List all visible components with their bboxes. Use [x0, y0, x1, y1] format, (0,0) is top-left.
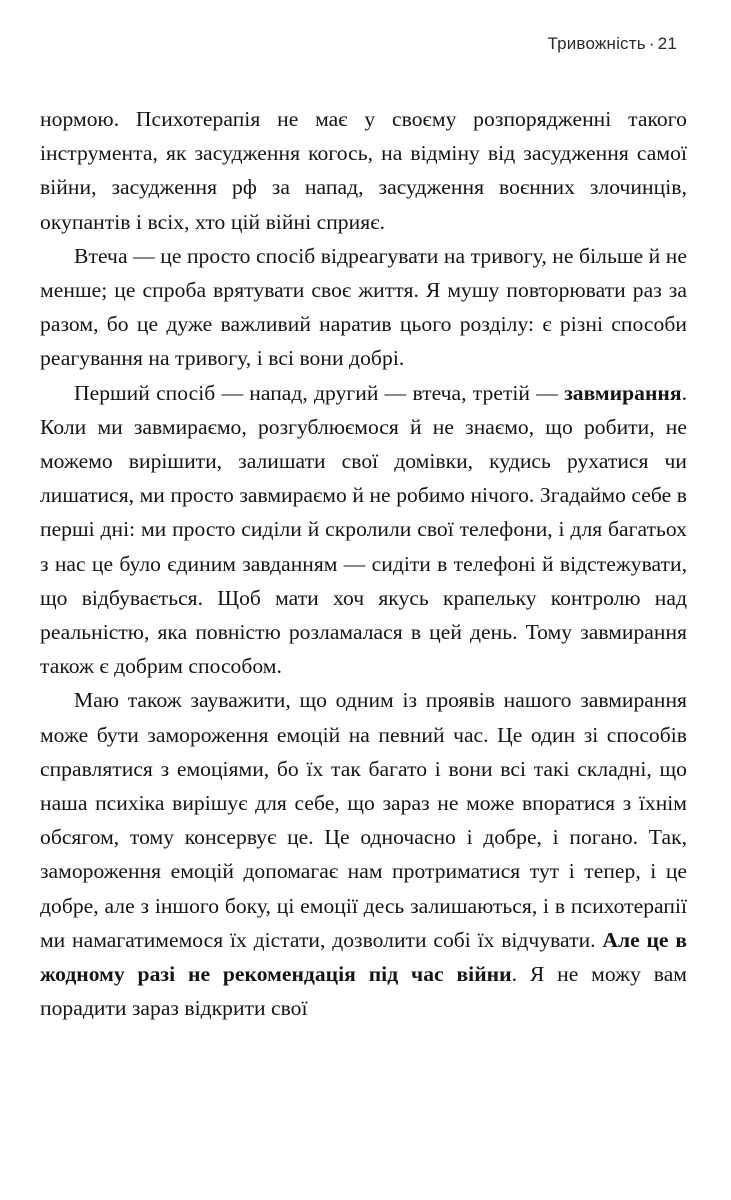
page-number: 21	[657, 34, 677, 53]
text-run: Втеча — це просто спосіб відреагувати на тривогу, не більше й не менше; це спроба врятувати своє життя. Я мушу повторювати раз за разом, бо це дуже важливий наратив цього розділу: є різні способи реагування на тривогу, і всі вони добрі.	[40, 243, 687, 371]
paragraph	[40, 683, 687, 1025]
running-head-separator: ·	[648, 34, 655, 53]
text-run: Перший спосіб — напад, другий — втеча, третій —	[74, 380, 565, 405]
body-text	[40, 102, 687, 1025]
text-run: . Я не можу вам порадити зараз відкрити свої	[40, 962, 687, 1021]
text-run: . Коли ми завмираємо, розгублюємося й не знаємо, що робити, не можемо вирішити, залишати свої домівки, кудись рухатися чи лишатися, ми просто завмираємо й не робимо нічого. Згадаймо себе в перші дні: ми просто сиділи й скролили свої телефони, і для багатьох з нас це було єдиним завданням — сидіти в телефоні й відстежувати, що відбувається. Щоб мати хоч якусь крапельку контролю над реальністю, яка повністю розламалася в цей день. Тому завмирання також є добрим способом.	[40, 380, 687, 679]
text-run: нормою. Психотерапія не має у своєму розпорядженні такого інструмента, як засудження когось, на відміну від засудження самої війни, засудження рф за напад, засудження воєнних злочинців, окупантів і всіх, хто цій війні сприяє.	[40, 107, 687, 234]
emphasis-text: завмирання	[564, 380, 682, 405]
running-head	[40, 28, 687, 54]
paragraph	[40, 239, 687, 376]
text-run: Маю також зауважити, що одним із проявів нашого завмирання може бути замороження емоцій на певний час. Це один зі способів справлятися з емоціями, бо їх так багато і вони всі такі складні, що наша психіка вирішує для себе, що зараз не може впоратися з їхнім обсягом, тому консервує це. Це одночасно і добре, і погано. Так, замороження емоцій допомагає нам протриматися тут і тепер, і це добре, але з іншого боку, ці емоції десь залишаються, і в психотерапії ми намагатимемося їх дістати, дозволити собі їх відчувати.	[40, 688, 687, 952]
emphasis-text: Але це в жодному разі не рекомендація під час війни	[40, 927, 687, 987]
paragraph	[40, 376, 687, 684]
paragraph	[40, 102, 687, 239]
running-head-chapter: Тривожність	[547, 34, 646, 53]
